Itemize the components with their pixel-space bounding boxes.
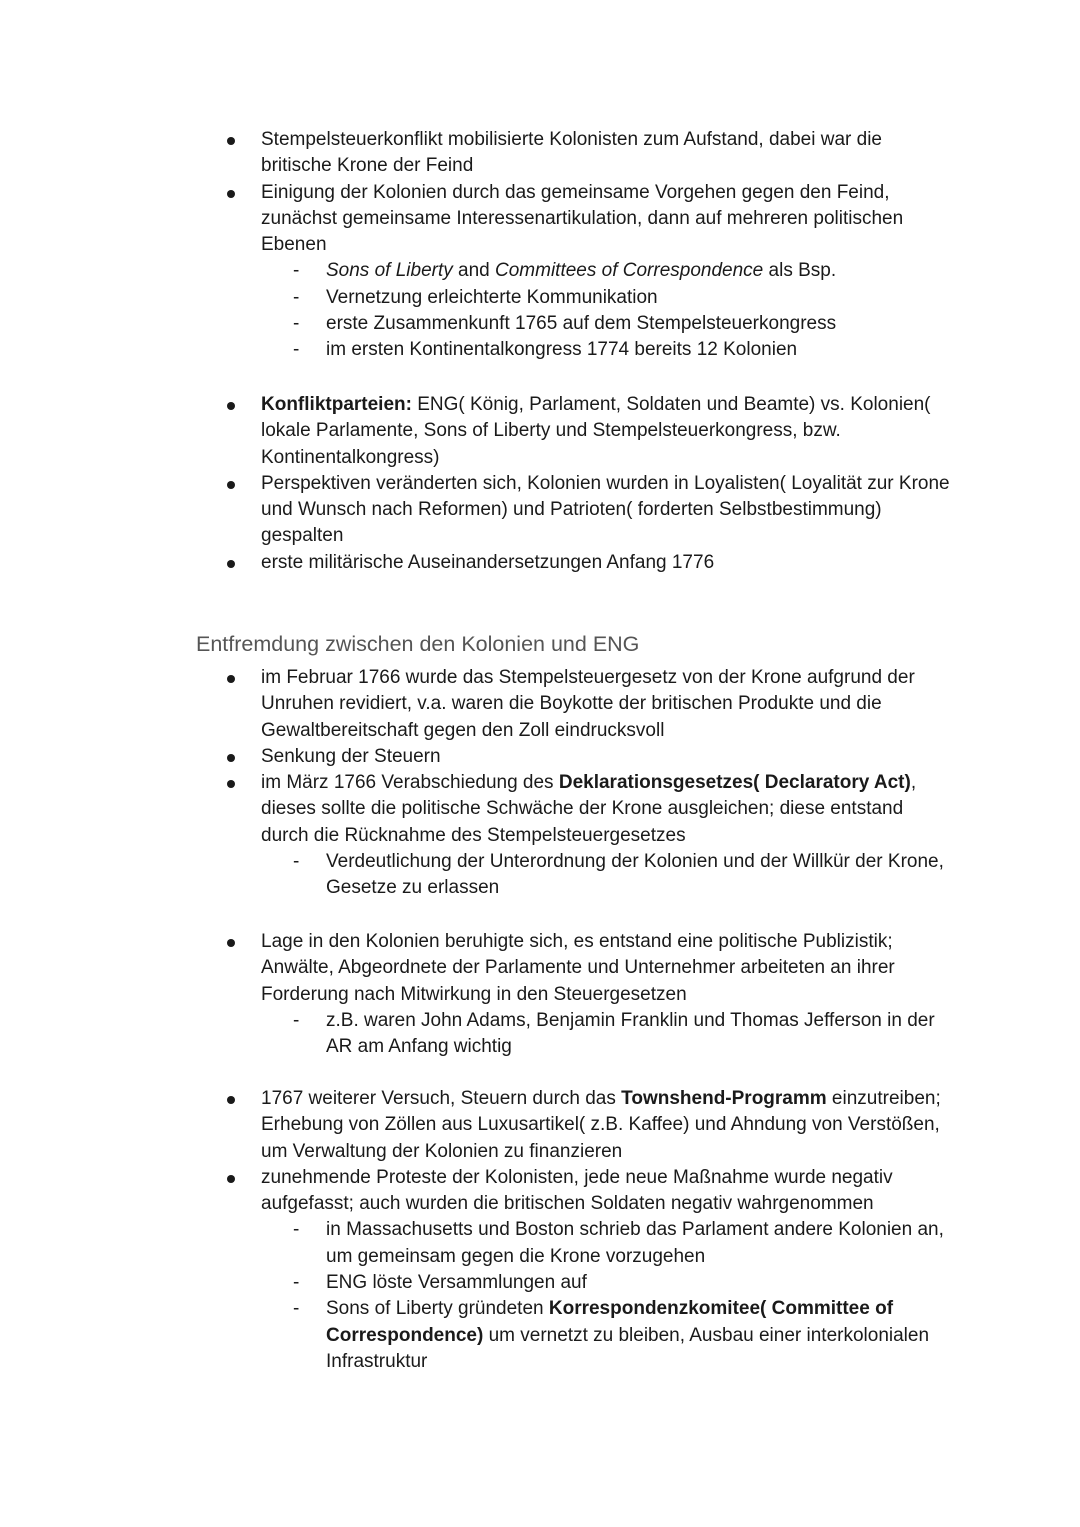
bold-text: Deklarationsgesetzes( Declaratory Act) (558, 772, 911, 794)
text-span: and (452, 260, 496, 282)
bullet-icon (227, 780, 235, 788)
sub-bullet-text: Verdeutlichung der Unterordnung der Kolonien und der Willkür der Krone, Gesetze zu erlassen (326, 851, 944, 899)
bullet-icon (227, 137, 235, 145)
sub-list-item (0, 1296, 1080, 1375)
bullet-icon (227, 1096, 235, 1104)
bullet-icon (227, 481, 235, 489)
sub-list-item (0, 311, 1080, 337)
section-1-list (0, 127, 1080, 364)
sub-bullet-text (326, 258, 956, 284)
list-item (0, 471, 1080, 550)
bullet-icon (227, 754, 235, 762)
text-span: einzutreiben; Erhebung von Zöllen aus Luxusartikel( z.B. Kaffee) und Ahndung von Verstößen, um Verwaltung der Kolonien zu finanzieren (261, 1088, 941, 1162)
section-2-list (0, 665, 1080, 902)
bullet-text (261, 392, 951, 471)
italic-text: Committees of Correspondence (495, 260, 764, 282)
section-2-list-c (0, 1086, 1080, 1375)
bullet-text (261, 770, 951, 849)
text-span: im März 1766 Verabschiedung des (261, 772, 559, 794)
section-2-list-b (0, 929, 1080, 1060)
list-item (0, 1165, 1080, 1218)
bullet-text (261, 1086, 951, 1165)
bullet-text: Stempelsteuerkonflikt mobilisierte Kolonisten zum Aufstand, dabei war die britische Krone der Feind (261, 129, 882, 177)
list-item (0, 180, 1080, 259)
dash-icon: - (293, 339, 300, 361)
sub-list-item (0, 285, 1080, 311)
bullet-text: Lage in den Kolonien beruhigte sich, es entstand eine politische Publizistik; Anwälte, Abgeordnete der Parlamente und Unternehmer arbeiteten an ihrer Forderung nach Mitwirkung in den Steuergesetzen (261, 931, 895, 1005)
bold-text: Korrespondenzkomitee( Committee of Correspondence) (326, 1298, 894, 1346)
dash-icon: - (293, 286, 300, 308)
text-span: , dieses sollte die politische Schwäche der Krone ausgleichen; diese entstand durch die Rücknahme des Stempelsteuergesetzes (261, 772, 917, 846)
bullet-text: Senkung der Steuern (261, 745, 441, 767)
dash-icon: - (293, 1272, 300, 1294)
bold-text: Townshend-Programm (621, 1088, 827, 1109)
list-item (0, 127, 1080, 180)
list-item (0, 550, 1080, 576)
list-item (0, 665, 1080, 744)
section-heading: Entfremdung zwischen den Kolonien und ENG (196, 632, 640, 656)
bullet-text: zunehmende Proteste der Kolonisten, jede neue Maßnahme wurde negativ aufgefasst; auch wurden die britischen Soldaten negativ wahrgenommen (261, 1166, 893, 1215)
dash-icon: - (293, 1009, 300, 1031)
text-span: ENG( König, Parlament, Soldaten und Beamte) vs. Kolonien( lokale Parlamente, Sons of Liberty und Stempelsteuerkongress, bzw. Kontinentalkongress) (261, 394, 931, 468)
sub-bullet-text: in Massachusetts und Boston schrieb das Parlament andere Kolonien an, um gemeinsam gegen die Krone vorzugehen (326, 1219, 944, 1267)
bullet-icon (227, 675, 235, 683)
sub-list-item (0, 849, 1080, 902)
list-item (0, 744, 1080, 770)
text-span: 1767 weiterer Versuch, Steuern durch das (261, 1088, 622, 1109)
bullet-text: Einigung der Kolonien durch das gemeinsame Vorgehen gegen den Feind, zunächst gemeinsame Interessenartikulation, dann auf mehreren politischen Ebenen (261, 181, 904, 256)
sub-bullet-text: ENG löste Versammlungen auf (326, 1272, 587, 1294)
text-span: um vernetzt zu bleiben, Ausbau einer interkolonialen Infrastruktur (326, 1324, 930, 1372)
bullet-icon (227, 939, 235, 947)
dash-icon: - (293, 1298, 300, 1320)
list-item (0, 929, 1080, 1008)
sub-bullet-text: Vernetzung erleichterte Kommunikation (326, 286, 658, 308)
italic-text: Sons of Liberty (326, 260, 453, 282)
bullet-text: Perspektiven veränderten sich, Kolonien wurden in Loyalisten( Loyalität zur Krone und Wunsch nach Reformen) und Patrioten( forderten Selbstbestimmung) gespalten (261, 472, 950, 547)
text-span: als Bsp. (763, 260, 837, 282)
sub-bullet-text (326, 1296, 956, 1375)
sub-bullet-text: im ersten Kontinentalkongress 1774 bereits 12 Kolonien (326, 339, 798, 361)
sub-list-item (0, 1217, 1080, 1270)
text-span: Sons of Liberty gründeten (326, 1298, 549, 1320)
list-item (0, 392, 1080, 471)
dash-icon: - (293, 851, 300, 873)
sub-list-item (0, 337, 1080, 363)
bullet-text: im Februar 1766 wurde das Stempelsteuergesetz von der Krone aufgrund der Unruhen revidiert, v.a. waren die Boykotte der britischen Produkte und die Gewaltbereitschaft gegen den Zoll eindrucksvoll (261, 667, 915, 741)
dash-icon: - (293, 1219, 300, 1241)
bullet-text: erste militärische Auseinandersetzungen Anfang 1776 (261, 551, 715, 573)
sub-list-item (0, 1008, 1080, 1061)
sub-list-item (0, 1270, 1080, 1296)
sub-bullet-text: erste Zusammenkunft 1765 auf dem Stempelsteuerkongress (326, 313, 837, 335)
bullet-icon (227, 1175, 235, 1183)
bold-text: Konfliktparteien: (261, 394, 412, 415)
dash-icon: - (293, 260, 300, 282)
list-item (0, 1086, 1080, 1165)
sub-list-item (0, 258, 1080, 284)
list-item (0, 770, 1080, 849)
bullet-icon (227, 560, 235, 568)
section-1-list-b (0, 392, 1080, 576)
bullet-icon (227, 402, 235, 410)
dash-icon: - (293, 313, 300, 335)
sub-bullet-text: z.B. waren John Adams, Benjamin Franklin und Thomas Jefferson in der AR am Anfang wichtig (326, 1009, 935, 1058)
bullet-icon (227, 190, 235, 198)
